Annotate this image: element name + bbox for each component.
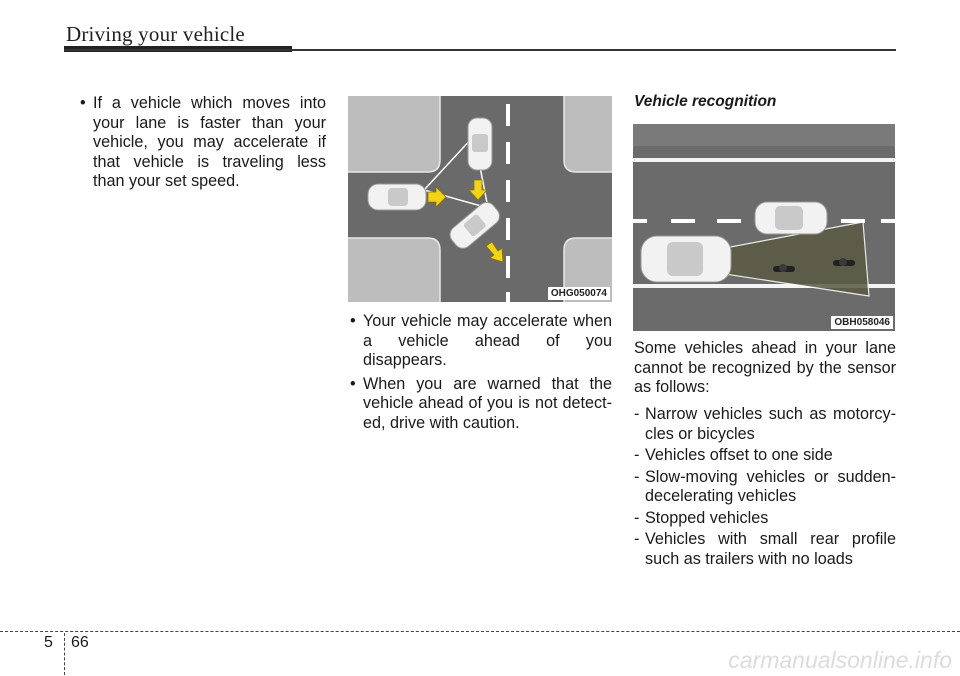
bullet-item: • When you are warned that the vehicle ahead of you is not detect- ed, drive with caution. — [350, 375, 612, 434]
column1-bullet-list — [80, 94, 326, 196]
bullet-item: • If a vehicle which moves into your lane is faster than your vehicle, you may accelerate if that vehicle is traveling less than your set speed. — [80, 94, 326, 192]
list-item: - Vehicles offset to one side — [634, 446, 896, 466]
bullet-item: • Your vehicle may accelerate when a vehicle ahead of you disappears. — [350, 312, 612, 371]
recognition-intro: Some vehicles ahead in your lane cannot be recognized by the sensor as follows: — [634, 339, 896, 396]
figure-code: OBH058046 — [831, 316, 893, 329]
intersection-svg — [348, 96, 612, 302]
footer-rule — [0, 631, 960, 632]
list-item: - Vehicles with small rear profile such as trailers with no loads — [634, 530, 896, 569]
figure-code: OHG050074 — [548, 287, 610, 300]
section-heading: Vehicle recognition — [634, 93, 777, 110]
list-item: - Slow-moving vehicles or sudden- decelerating vehicles — [634, 468, 896, 507]
chapter-number: 5 — [44, 634, 53, 651]
recognition-svg — [633, 124, 895, 331]
intersection-illustration — [348, 96, 612, 302]
site-watermark: carmanualsonline.info — [728, 647, 952, 673]
footer-separator — [64, 633, 65, 675]
list-item: - Narrow vehicles such as motorcy- cles or bicycles — [634, 405, 896, 444]
header-rule — [64, 49, 896, 51]
vehicle-recognition-illustration — [633, 124, 895, 331]
column2-bullet-list — [350, 312, 612, 437]
unrecognized-vehicle-list — [634, 405, 896, 571]
list-item: - Stopped vehicles — [634, 509, 896, 529]
own-vehicle — [368, 184, 426, 210]
page-number: 66 — [71, 634, 89, 651]
page-header-title: Driving your vehicle — [66, 22, 245, 46]
